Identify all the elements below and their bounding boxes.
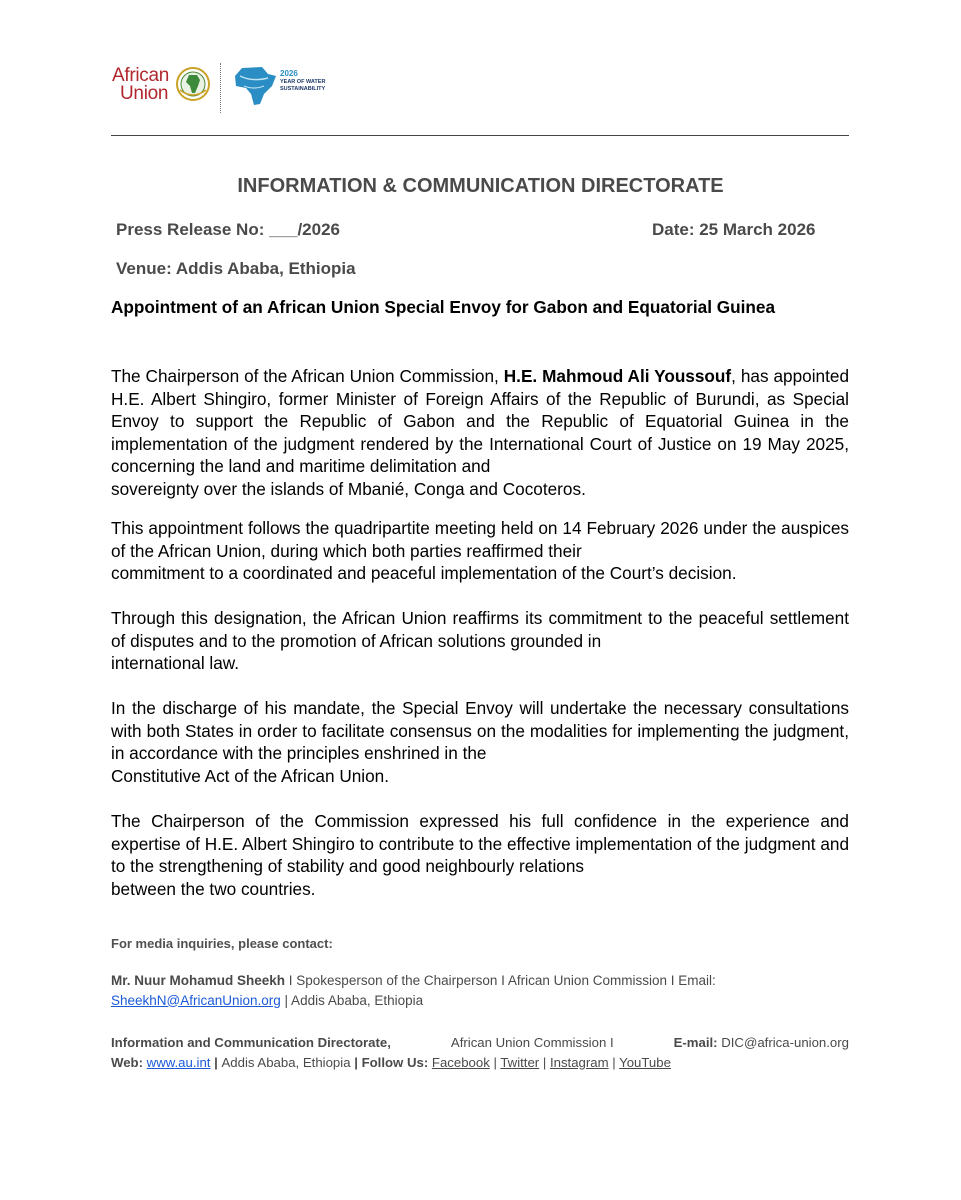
water-year: 2026: [280, 69, 298, 78]
media-inquiries-heading: For media inquiries, please contact:: [111, 936, 333, 951]
au-logo-line1: African: [112, 65, 170, 86]
footer-email-label: E-mail:: [673, 1035, 718, 1050]
paragraph-5: [111, 810, 849, 900]
footer-sep-2: |: [350, 1055, 362, 1070]
venue: Venue: Addis Ababa, Ethiopia: [116, 259, 356, 278]
footer-line-2: [111, 1053, 849, 1073]
p5-last-line: between the two countries.: [111, 878, 316, 899]
au-emblem-icon: [175, 66, 211, 102]
p2-text: This appointment follows the quadripartite meeting held on 14 February 2026 under the auspices of the African Union, during which both parties reaffirmed their: [111, 518, 849, 561]
footer-web-link[interactable]: www.au.int: [146, 1055, 211, 1070]
footer-follow-label: Follow Us:: [361, 1055, 429, 1070]
p1-last-line: sovereignty over the islands of Mbanié, Conga and Cocoteros.: [111, 478, 586, 499]
p4-last-line: Constitutive Act of the African Union.: [111, 765, 390, 786]
facebook-link[interactable]: Facebook: [431, 1055, 490, 1070]
p3-last-line: international law.: [111, 653, 240, 673]
footer-sep-1: |: [210, 1055, 222, 1070]
footer-email[interactable]: DIC@africa-union.org: [717, 1035, 849, 1050]
footer-bar-3: |: [608, 1055, 620, 1070]
year-of-water-logo: [232, 64, 348, 108]
footer-bar-2: |: [539, 1055, 550, 1070]
p1-text-post: , has appointed H.E. Albert Shingiro, former Minister of Foreign Affairs of the Republic of Burundi, as Special Envoy to support the Republic of Gabon and the Republic of Equatorial Guinea in the implementation of the judgment rendered by the International Court of Justice on 19 May 2025, concerning the land and maritime delimitation and: [111, 366, 850, 476]
instagram-link[interactable]: Instagram: [549, 1055, 609, 1070]
directorate-heading: INFORMATION & COMMUNICATION DIRECTORATE: [237, 175, 724, 197]
youtube-link[interactable]: YouTube: [619, 1055, 671, 1070]
spokesperson-location: | Addis Ababa, Ethiopia: [280, 992, 424, 1008]
chairperson-name: H.E. Mahmoud Ali Youssouf: [503, 366, 732, 386]
p2-last-line: commitment to a coordinated and peaceful implementation of the Court’s decision.: [111, 563, 737, 583]
header-rule: [111, 135, 849, 136]
paragraph-1: [111, 365, 849, 500]
au-logo-line2: Union: [120, 83, 169, 104]
footer-org-group: [111, 1033, 391, 1053]
press-release-number: Press Release No: ___/2026: [116, 220, 340, 239]
paragraph-4: [111, 697, 849, 787]
paragraph-2: [111, 517, 849, 585]
release-date: Date: 25 March 2026: [652, 220, 816, 239]
africa-water-icon: [232, 64, 280, 108]
logo-divider: [220, 63, 221, 113]
footer-line-1: [111, 1033, 849, 1053]
spokesperson-name: Mr. Nuur Mohamud Sheekh: [111, 973, 286, 988]
article-title: Appointment of an African Union Special Envoy for Gabon and Equatorial Guinea: [111, 297, 776, 317]
spokesperson-role: I Spokesperson of the Chairperson I African Union Commission I Email:: [285, 973, 716, 988]
water-line1: YEAR OF WATER: [280, 79, 326, 85]
footer-org-bold: Information and Communication Directorate,: [111, 1035, 391, 1050]
footer-email-group: [674, 1033, 849, 1053]
media-contact: [111, 971, 849, 1010]
p3-text: Through this designation, the African Union reaffirms its commitment to the peaceful settlement of disputes and to the promotion of African solutions grounded in: [111, 608, 849, 651]
p5-text: The Chairperson of the Commission expressed his full confidence in the experience and expertise of H.E. Albert Shingiro to contribute to the effective implementation of the judgment and to the strengthening of stability and good neighbourly relations: [111, 811, 849, 876]
twitter-link[interactable]: Twitter: [500, 1055, 540, 1070]
p4-text: In the discharge of his mandate, the Special Envoy will undertake the necessary consultations with both States in order to facilitate consensus on the modalities for implementing the judgment, in accordance with the principles enshrined in the: [111, 698, 849, 763]
footer-web-label: Web:: [111, 1055, 143, 1070]
p1-text-pre: The Chairperson of the African Union Commission,: [111, 366, 504, 386]
footer-city: Addis Ababa, Ethiopia: [221, 1055, 351, 1070]
footer-org: African Union Commission I: [450, 1035, 614, 1050]
african-union-logo: [112, 66, 222, 106]
water-line2: SUSTAINABILITY: [280, 86, 326, 92]
footer-bar-1: |: [489, 1055, 501, 1070]
spokesperson-email-link[interactable]: SheekhN@AfricanUnion.org: [111, 992, 281, 1008]
paragraph-3: [111, 607, 849, 675]
